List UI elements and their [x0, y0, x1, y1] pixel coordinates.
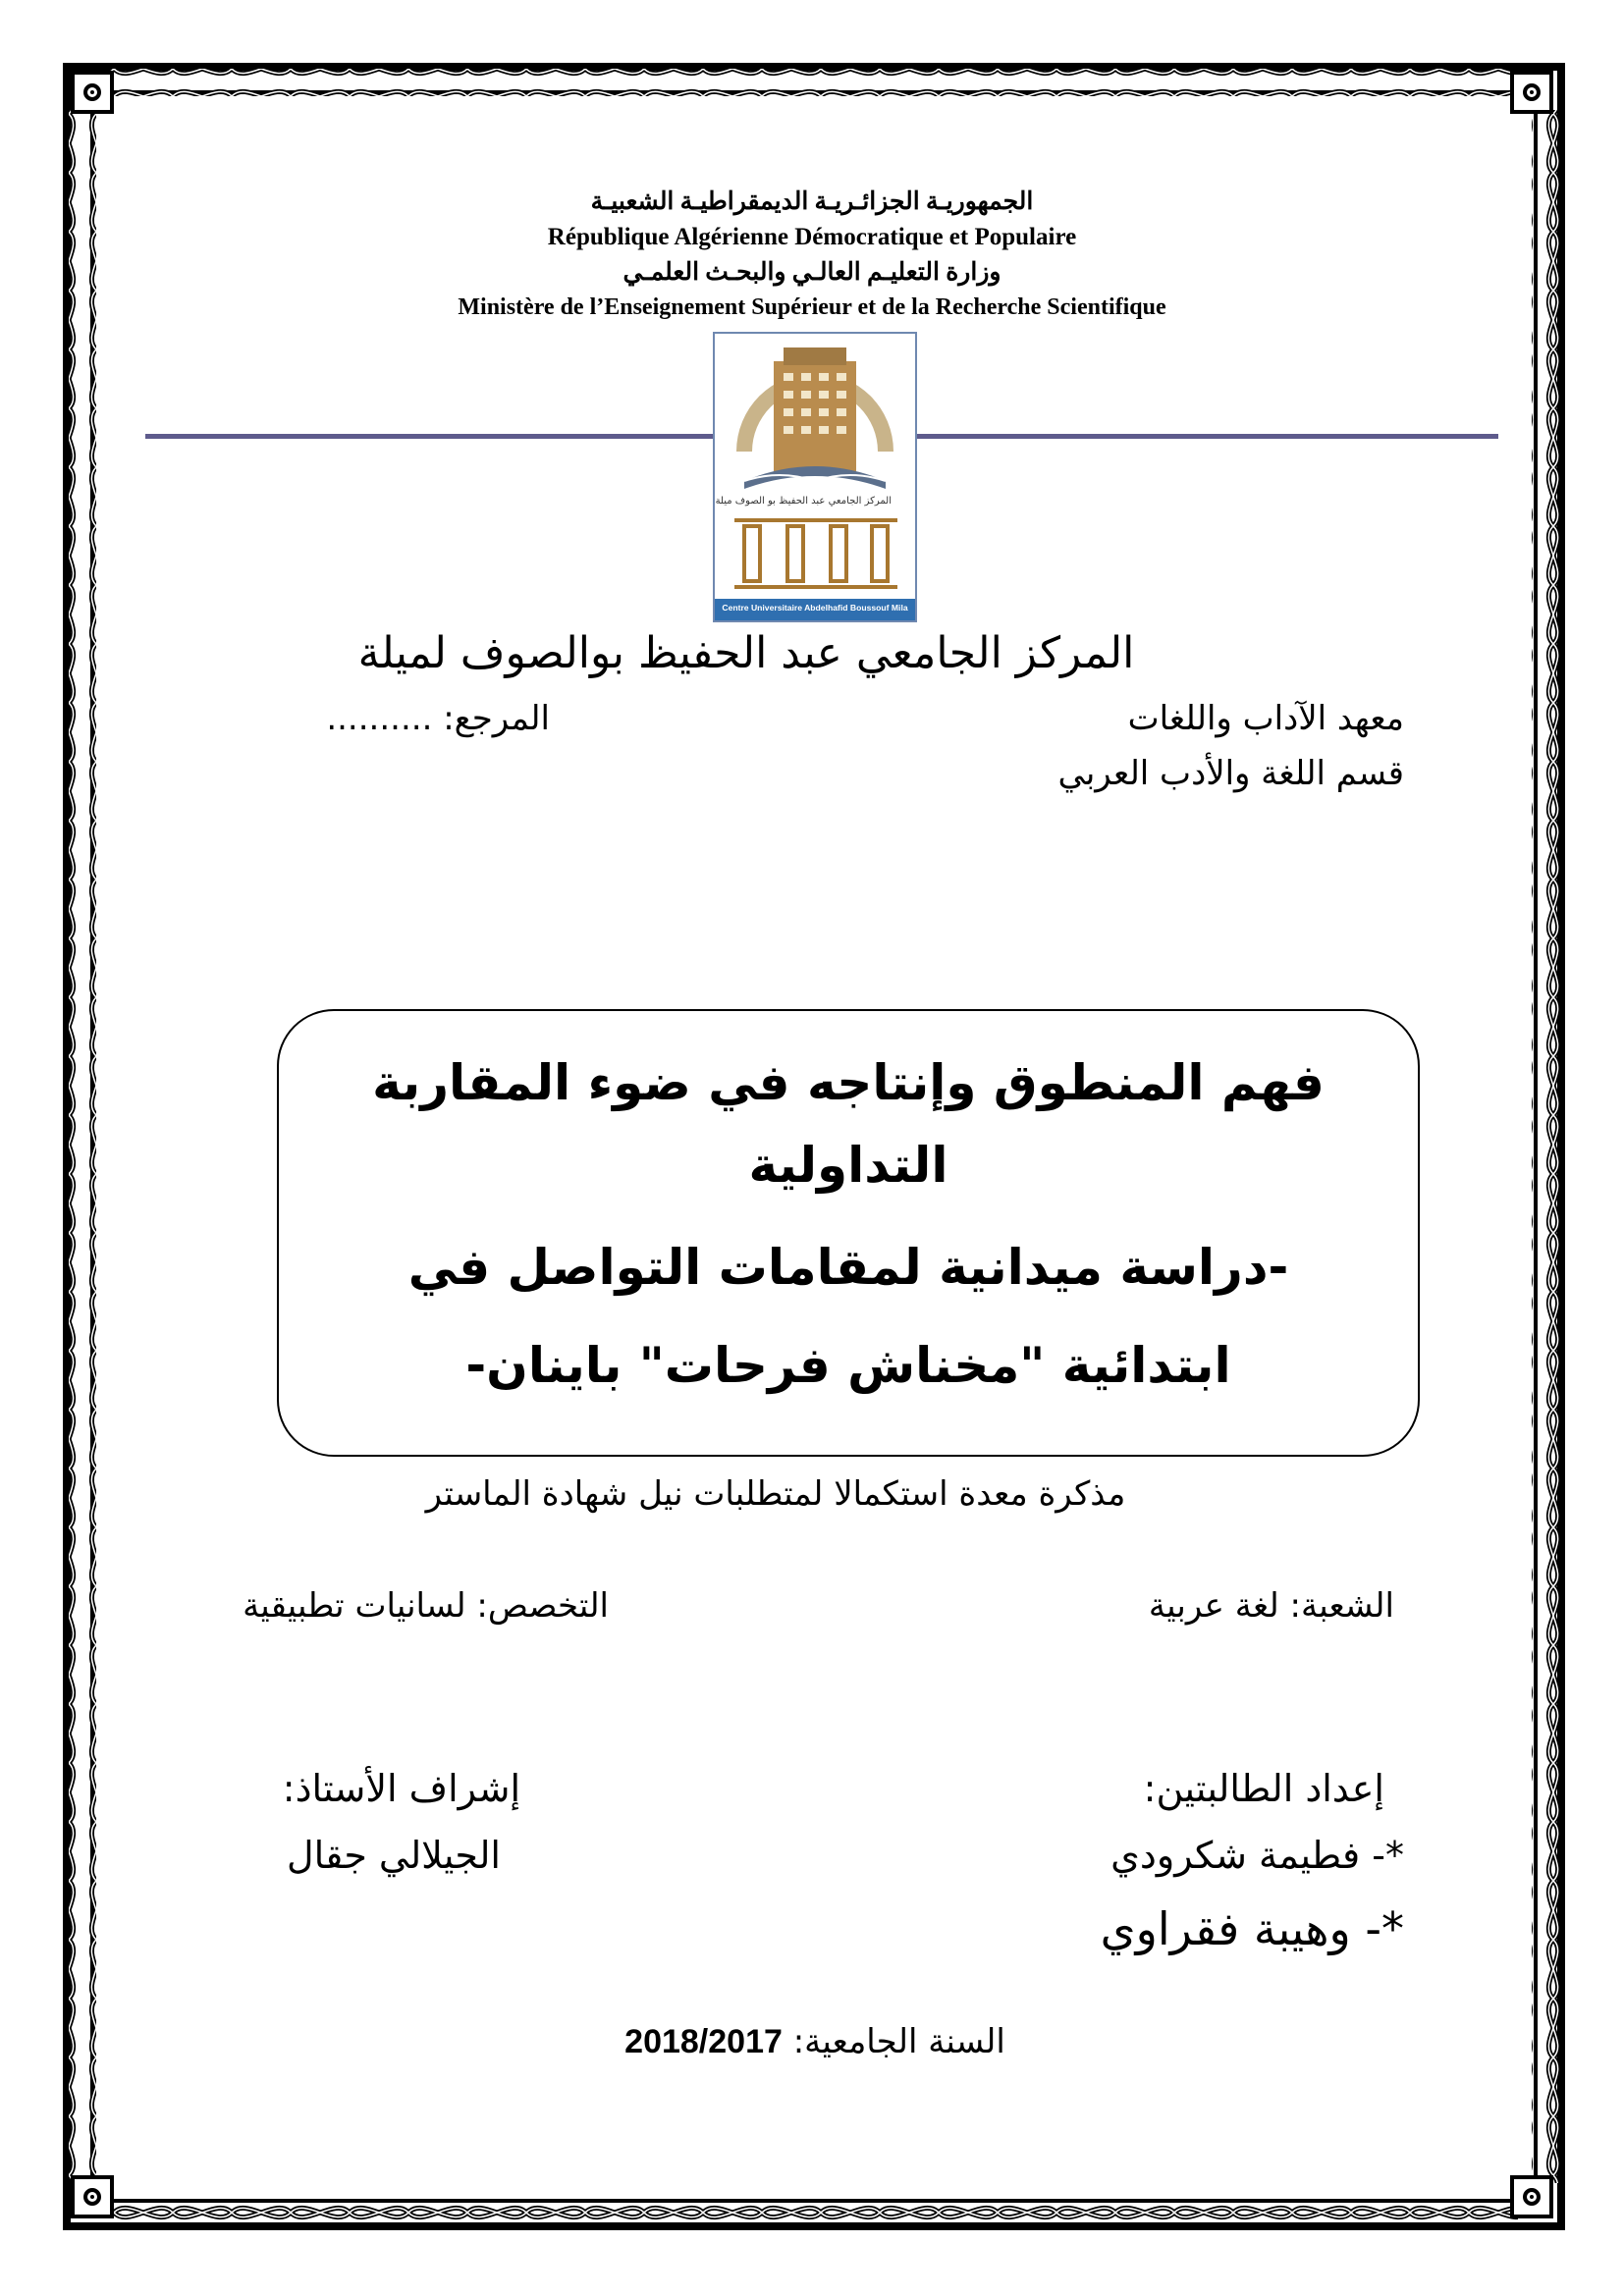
student-name-1: *- فطيمة شكرودي [1110, 1834, 1404, 1877]
academic-year-value: 2018/2017 [624, 2023, 783, 2060]
republic-french: République Algérienne Démocratique et Populaire [547, 224, 1077, 250]
corner-ornament-top-left [71, 71, 114, 114]
academic-year [452, 2022, 1178, 2061]
header-rule-left [145, 434, 713, 439]
republic-arabic: الجمهوريـة الجزائـريـة الديمقراطيـة الشعبيـة [590, 188, 1034, 215]
logo-graphic [715, 334, 915, 620]
department-name: قسم اللغة والأدب العربي [1057, 754, 1404, 793]
corner-ornament-bottom-right [1510, 2175, 1553, 2218]
thesis-note: مذكرة معدة استكمالا لمتطلبات نيل شهادة الماستر [425, 1474, 1126, 1514]
thesis-title-line-1: فهم المنطوق وإنتاجه في ضوء المقاربة [372, 1054, 1325, 1111]
reference-field: المرجع: .......... [326, 699, 550, 738]
supervisor-name: الجيلالي جقال [286, 1834, 501, 1877]
corner-ornament-top-right [1510, 71, 1553, 114]
thesis-subtitle-line-2: ابتدائية "مخناش فرحات" باينان- [465, 1337, 1231, 1394]
academic-year-label: السنة الجامعية: [792, 2022, 1005, 2061]
university-logo [713, 332, 917, 622]
thesis-title-box [277, 1009, 1420, 1457]
center-name: المركز الجامعي عبد الحفيظ بوالصوف لميلة [357, 628, 1135, 678]
header-rule-right [917, 434, 1498, 439]
institute-name: معهد الآداب واللغات [1127, 699, 1404, 738]
supervisor-label: إشراف الأستاذ: [282, 1767, 520, 1810]
students-label: إعداد الطالبتين: [1143, 1767, 1384, 1810]
corner-ornament-bottom-left [71, 2175, 114, 2218]
logo-latin-caption: Centre Universitaire Abdelhafid Boussouf Mila [722, 603, 908, 613]
logo-arabic-caption: المركز الجامعي عبد الحفيظ بو الصوف ميلة [715, 496, 892, 507]
thesis-title-line-2: التداولية [748, 1137, 948, 1194]
ministry-french: Ministère de l’Enseignement Supérieur et de la Recherche Scientifique [458, 294, 1166, 320]
thesis-subtitle-line-1: -دراسة ميدانية لمقامات التواصل في [407, 1239, 1289, 1296]
specialty: التخصص: لسانيات تطبيقية [243, 1586, 609, 1626]
student-name-2: *- وهيبة فقراوي [1100, 1902, 1404, 1955]
ministry-arabic: وزارة التعليـم العالـي والبحـث العلمـي [623, 259, 1001, 286]
branch: الشعبة: لغة عربية [1148, 1586, 1394, 1626]
